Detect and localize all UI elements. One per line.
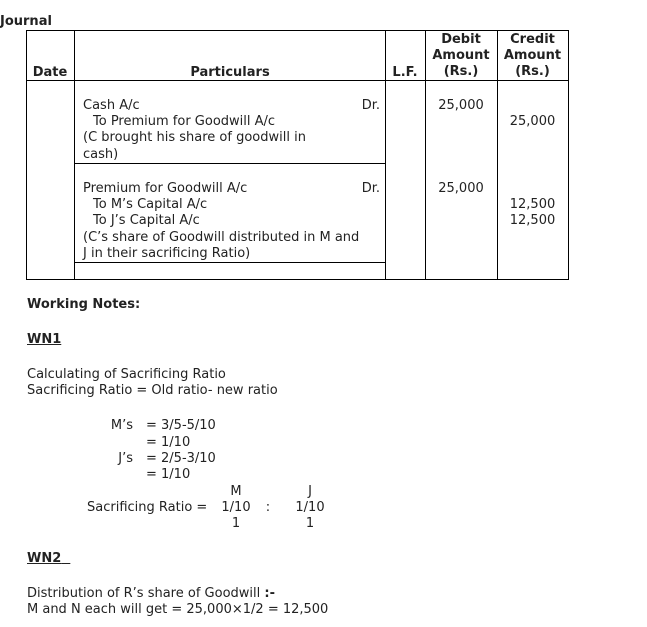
- header-lf: L.F.: [392, 65, 418, 80]
- table-bottom-border: [26, 279, 568, 280]
- entry1-credit-amount: 25,000: [509, 114, 556, 129]
- wn1-ratio-j-simplified: 1: [305, 516, 315, 531]
- entry2-debit-amount: 25,000: [438, 181, 484, 196]
- wn2-line-1: [27, 586, 275, 602]
- wn1-m-calc-2: = 1/10: [146, 435, 191, 450]
- wn1-ratio-m-header: M: [230, 484, 242, 499]
- wn1-m-calc-1: = 3/5-5/10: [146, 418, 216, 433]
- wn2-line-2: M and N each will get = 25,000×1/2 = 12,500: [27, 602, 329, 617]
- entry1-dr-marker: Dr.: [361, 98, 380, 113]
- header-credit-1: Credit: [510, 32, 555, 47]
- wn1-j-calc-2: = 1/10: [146, 467, 191, 482]
- wn1-j-calc-1: = 2/5-3/10: [146, 451, 216, 466]
- wn2-line-1-suffix: :-: [264, 586, 275, 601]
- wn2-line-1-text: Distribution of R’s share of Goodwill: [27, 586, 265, 601]
- entry1-narration-1: (C brought his share of goodwill in: [83, 130, 306, 145]
- entry2-credit-account-2: To J’s Capital A/c: [93, 213, 200, 228]
- header-credit-2: Amount: [503, 48, 562, 63]
- wn1-ratio-m-value: 1/10: [221, 500, 251, 515]
- table-top-border: [26, 30, 568, 31]
- entry2-narration-1: (C’s share of Goodwill distributed in M and: [83, 230, 360, 245]
- entry2-credit-account-1: To M’s Capital A/c: [93, 197, 208, 212]
- header-date: Date: [32, 65, 68, 80]
- wn1-line-1: Calculating of Sacrificing Ratio: [27, 367, 226, 382]
- wn1-j-label: J’s: [118, 451, 133, 466]
- entry2-credit-amount-2: 12,500: [509, 213, 556, 228]
- header-debit-1: Debit: [441, 32, 481, 47]
- wn1-label: WN1: [27, 332, 62, 347]
- wn1-ratio-m-simplified: 1: [231, 516, 241, 531]
- wn2-label-text: WN2: [27, 551, 62, 566]
- wn1-line-2: Sacrificing Ratio = Old ratio- new ratio: [27, 383, 278, 398]
- working-notes-heading: Working Notes:: [27, 297, 141, 312]
- header-particulars: Particulars: [190, 65, 270, 80]
- entry2-credit-amount-1: 12,500: [509, 197, 556, 212]
- wn1-ratio-separator: :: [265, 500, 271, 515]
- entry1-narration-2: cash): [83, 147, 119, 162]
- journal-title: Journal: [0, 14, 52, 29]
- wn1-ratio-j-value: 1/10: [295, 500, 325, 515]
- entry2-narration-2: J in their sacrificing Ratio): [83, 246, 251, 261]
- entry-separator: [75, 163, 385, 164]
- entry1-debit-amount: 25,000: [438, 98, 484, 113]
- header-debit-3: (Rs.): [443, 64, 479, 79]
- wn1-m-label: M’s: [110, 418, 133, 433]
- wn1-ratio-label: Sacrificing Ratio =: [87, 500, 208, 515]
- entry2-debit-account: Premium for Goodwill A/c: [83, 181, 248, 196]
- entry1-credit-account: To Premium for Goodwill A/c: [93, 114, 276, 129]
- wn1-ratio-j-header: J: [308, 484, 312, 499]
- header-debit-2: Amount: [432, 48, 490, 63]
- col-border-right: [568, 30, 569, 280]
- entry2-dr-marker: Dr.: [361, 181, 380, 196]
- entry-end-line: [75, 262, 385, 263]
- header-credit-3: (Rs.): [515, 64, 550, 79]
- entry1-debit-account: Cash A/c: [83, 98, 140, 113]
- wn2-label: [27, 551, 70, 567]
